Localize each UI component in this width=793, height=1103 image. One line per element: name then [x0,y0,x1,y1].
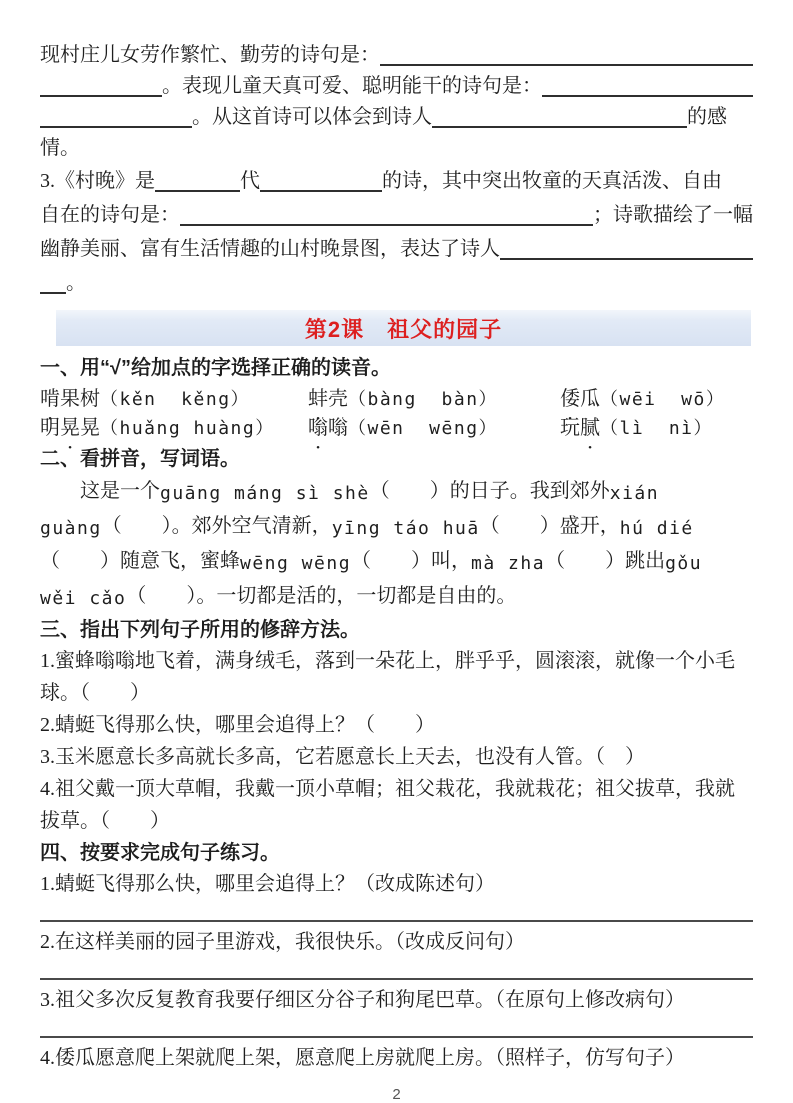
text-line [40,102,753,133]
lesson-header-band [56,310,751,346]
pinyin-text: wěi cǎo [40,588,127,609]
answer-blank [432,102,687,128]
pinyin-choice-grid [40,385,753,443]
answer-blank [155,164,240,192]
section2-heading: 二、看拼音，写词语。 [40,448,240,470]
chinese-text: 代 [240,170,260,192]
sentence-item: 4.祖父戴一顶大草帽，我戴一顶小草帽；祖父栽花，我就栽花；祖父拔草，我就拔草。（ ） [40,778,735,832]
pinyin-option: （wēn wēng） [348,418,499,439]
text-line [40,509,753,544]
text-line [40,71,753,102]
section1-heading: 一、用“√”给加点的字选择正确的读音。 [40,357,391,379]
text-line [40,164,753,198]
text-line [40,474,753,509]
chinese-text: 情。 [40,137,80,159]
answer-blank [500,232,753,260]
pinyin-text: xián [609,483,660,504]
chinese-text: （ ）叫， [351,550,472,572]
answer-blank [380,40,753,66]
chinese-text: （ ）。一切都是活的，一切都是自由的。 [126,585,517,607]
page-number: 2 [392,1086,401,1103]
pinyin-option: （huǎng huàng） [100,418,275,439]
chinese-text: （ ）跳出 [545,550,666,572]
answer-blank [542,71,753,97]
word-item [560,385,753,414]
answer-blank [40,71,162,97]
dotted-char: 嗡 [308,417,328,439]
sentence-item: 3.祖父多次反复教育我要仔细区分谷子和狗尾巴草。（在原句上修改病句） [40,989,685,1011]
chinese-text: ；诗歌描绘了一幅 [593,204,753,226]
text-line [40,544,753,579]
pinyin-text: guàng [40,518,102,539]
pinyin-option: （kěn kěng） [100,389,251,410]
word-item [560,414,753,443]
sentence-item: 2.蜻蜓飞得那么快，哪里会追得上？（ ） [40,714,435,736]
sentence-item: 1.蜜蜂嗡嗡地飞着，满身绒毛，落到一朵花上，胖乎乎，圆滚滚，就像一个小毛球。（ ） [40,650,735,704]
text-line [40,198,753,232]
chinese-text: 。表现儿童天真可爱、聪明能干的诗句是： [162,75,542,97]
question2-continuation [40,40,753,164]
dotted-char: 啃 [40,388,60,410]
text-line [40,579,753,614]
answer-blank [40,102,192,128]
word-item [40,385,308,414]
text-line [40,266,753,300]
word-item [308,414,560,443]
pinyin-text: hú dié [619,518,694,539]
dotted-char: 晃 [60,417,80,439]
pinyin-text: guāng máng sì shè [160,483,370,504]
chinese-text: （ ）的日子。我到郊外 [369,480,610,502]
word-item [308,385,560,414]
sentence-item: 1.蜻蜓飞得那么快，哪里会追得上？（改成陈述句） [40,873,495,895]
word-text: 蚌壳 [308,388,348,410]
text-line [40,232,753,266]
chinese-text: 的诗，其中突出牧童的天真活泼、自由 [382,170,722,192]
chinese-text: 。从这首诗可以体会到诗人 [192,106,432,128]
chinese-text: （ ）盛开， [479,515,620,537]
section3-heading: 三、指出下列句子所用的修辞方法。 [40,619,360,641]
pinyin-text: wēng wēng [240,553,352,574]
answer-blank [260,164,382,192]
sentence-exercise-list [40,868,753,1074]
section4-heading: 四、按要求完成句子练习。 [40,842,280,864]
sentence-item: 4.倭瓜愿意爬上架就爬上架，愿意爬上房就爬上房。（照样子，仿写句子） [40,1047,685,1069]
word-text: 嗡嗡 [308,417,348,439]
sentence-item: 3.玉米愿意长多高就长多高，它若愿意长上天去，也没有人管。（ ） [40,746,645,768]
dotted-char: 腻 [580,417,600,439]
pinyin-writing-paragraph [40,474,753,614]
answer-blank [180,198,593,226]
lesson-title: 第2课 祖父的园子 [304,316,503,342]
dotted-char: 蚌 [308,388,328,410]
chinese-text: 现村庄儿女劳作繁忙、勤劳的诗句是： [40,44,380,66]
sentence-item: 2.在这样美丽的园子里游戏，我很快乐。（改成反问句） [40,931,525,953]
chinese-text: 自在的诗句是： [40,204,180,226]
answer-line [40,920,753,922]
pinyin-option: （wēi wō） [600,389,726,410]
answer-line [40,1036,753,1038]
pinyin-text: mà zha [471,553,546,574]
chinese-text: （ ）。郊外空气清新， [101,515,332,537]
word-text: 倭瓜 [560,388,600,410]
pinyin-text: gǒu [665,553,703,574]
answer-line [40,978,753,980]
chinese-text: 的感 [687,106,727,128]
word-text: 明晃晃 [40,417,100,439]
word-text: 啃果树 [40,388,100,410]
word-item [40,414,308,443]
chinese-text: 。 [66,272,86,294]
word-text: 玩腻 [560,417,600,439]
pinyin-text: yīng táo huā [331,518,480,539]
pinyin-option: （lì nì） [600,418,714,439]
chinese-text: 这是一个 [40,480,160,502]
pinyin-option: （bàng bàn） [348,389,499,410]
text-line [40,133,753,164]
chinese-text: 3.《村晚》是 [40,170,155,192]
chinese-text: 幽静美丽、富有生活情趣的山村晚景图，表达了诗人 [40,238,500,260]
rhetoric-question-list [40,645,753,837]
text-line [40,40,753,71]
dotted-char: 倭 [560,388,580,410]
answer-blank [40,266,66,294]
chinese-text: （ ）随意飞，蜜蜂 [40,550,240,572]
question3-block [40,164,753,300]
